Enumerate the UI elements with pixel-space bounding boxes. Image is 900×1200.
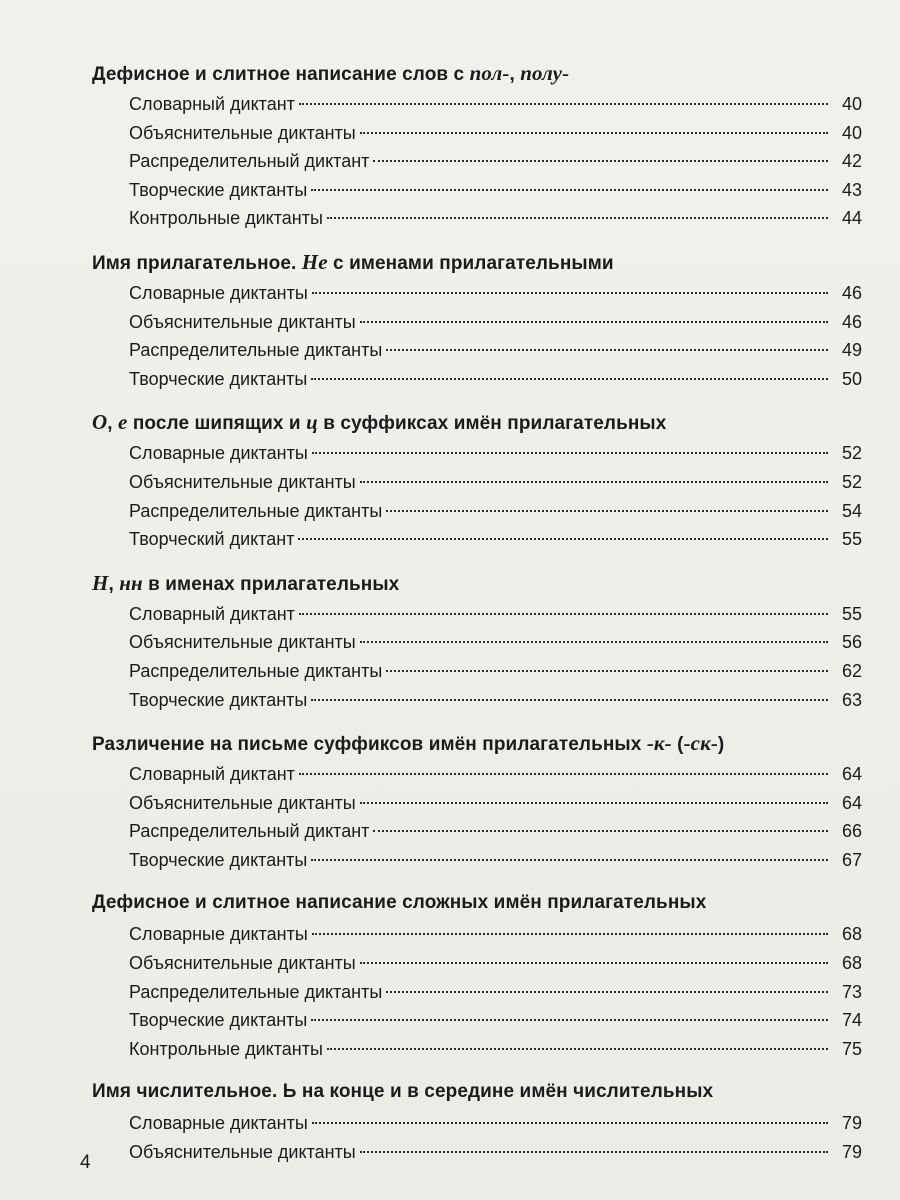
section-heading — [92, 566, 862, 600]
page-number: 4 — [80, 1152, 91, 1173]
dot-leader — [311, 378, 828, 380]
dot-leader — [373, 160, 828, 162]
heading-text-part: ) — [717, 734, 725, 756]
entry-page-number: 73 — [841, 981, 862, 1002]
entry-page-number: 52 — [841, 471, 862, 492]
dot-leader — [299, 773, 828, 775]
toc-section — [92, 566, 862, 714]
entry-title: Словарный диктант — [129, 94, 295, 114]
entry-page-number: 66 — [841, 821, 862, 842]
toc-entry — [92, 308, 862, 337]
dot-leader — [312, 1122, 828, 1124]
heading-text-part: после шипящих и — [127, 413, 307, 435]
toc-entry — [92, 1138, 862, 1167]
dot-leader — [360, 641, 828, 643]
toc-entry — [92, 817, 862, 846]
toc-entry — [92, 119, 862, 148]
heading-text-part: , — [509, 64, 521, 85]
entry-page-number: 49 — [841, 340, 862, 361]
entry-page-number: 74 — [841, 1010, 862, 1031]
entry-page-number: 46 — [841, 311, 862, 332]
entry-title: Словарные диктанты — [129, 924, 308, 945]
heading-text-part: О — [92, 410, 108, 435]
entry-page-number: 62 — [841, 660, 862, 681]
dot-leader — [299, 103, 828, 105]
entry-title: Объяснительные диктанты — [129, 953, 356, 974]
dot-leader — [386, 670, 828, 672]
section-spacer — [92, 874, 862, 886]
section-spacer — [92, 1063, 862, 1075]
entry-page-number: 79 — [841, 1142, 862, 1163]
entry-page-number: 46 — [841, 282, 862, 303]
entry-title: Распределительные диктанты — [129, 500, 383, 521]
toc-entry — [92, 760, 862, 789]
toc-entry — [92, 204, 862, 233]
entry-page-number: 79 — [841, 1113, 862, 1134]
dot-leader — [312, 452, 828, 454]
dot-leader — [386, 510, 828, 512]
entry-title: Словарный диктант — [129, 603, 295, 624]
heading-text-part: ( — [671, 734, 684, 756]
toc-entry — [92, 920, 862, 949]
section-heading — [92, 1075, 862, 1109]
entry-title: Распределительные диктанты — [129, 340, 383, 361]
heading-text-part: в суффиксах имён прилагательных — [317, 413, 667, 435]
toc-entry — [92, 147, 862, 176]
entry-title: Распределительные диктанты — [129, 981, 383, 1002]
entry-title: Объяснительные диктанты — [129, 1142, 356, 1163]
entry-page-number: 42 — [841, 151, 862, 172]
table-of-contents — [92, 56, 862, 1167]
dot-leader — [360, 802, 828, 804]
dot-leader — [386, 991, 828, 993]
entry-title: Творческие диктанты — [129, 179, 308, 200]
toc-entry — [92, 978, 862, 1007]
entry-page-number: 54 — [841, 500, 862, 521]
toc-section — [92, 726, 862, 874]
toc-entry — [92, 600, 862, 629]
entry-page-number: 68 — [841, 953, 862, 974]
heading-text-part: Различение на письме суффиксов имён прилагательных — [92, 734, 647, 756]
entry-title: Творческие диктанты — [129, 689, 308, 710]
entry-page-number: 52 — [841, 443, 862, 464]
entry-page-number: 68 — [841, 924, 862, 945]
heading-text-part: Дефисное и слитное написание слов с — [92, 64, 470, 85]
toc-entry — [92, 657, 862, 686]
entry-title: Распределительный диктант — [129, 821, 370, 842]
toc-entry — [92, 846, 862, 875]
dot-leader — [373, 830, 828, 832]
dot-leader — [312, 292, 828, 294]
heading-text-part: е — [118, 410, 128, 435]
dot-leader — [311, 859, 828, 861]
section-heading — [92, 56, 862, 90]
entry-page-number: 55 — [841, 603, 862, 624]
section-spacer — [92, 554, 862, 566]
heading-text-part: Не — [301, 249, 328, 274]
heading-text-part: в именах прилагательных — [142, 573, 400, 595]
entry-page-number: 40 — [841, 122, 862, 143]
heading-text-part: Имя прилагательное. — [92, 252, 302, 274]
heading-text-part: , — [108, 573, 120, 595]
entry-page-number: 64 — [841, 764, 862, 785]
toc-entry — [92, 1006, 862, 1035]
toc-entry — [92, 497, 862, 526]
dot-leader — [311, 699, 828, 701]
dot-leader — [312, 933, 828, 935]
entry-page-number: 63 — [841, 689, 862, 710]
entry-title: Объяснительные диктанты — [129, 122, 356, 143]
entry-title: Объяснительные диктанты — [129, 792, 356, 813]
dot-leader — [298, 538, 828, 540]
heading-text-part: Дефисное и слитное написание сложных имён прилагательных — [92, 892, 707, 914]
dot-leader — [311, 1019, 828, 1021]
toc-entry — [92, 628, 862, 657]
dot-leader — [360, 321, 828, 323]
toc-entry — [92, 949, 862, 978]
section-heading — [92, 886, 862, 920]
section-heading — [92, 245, 862, 279]
toc-entry — [92, 1109, 862, 1138]
heading-text-part: , — [107, 413, 119, 435]
section-spacer — [92, 714, 862, 726]
entry-page-number: 56 — [841, 632, 862, 653]
dot-leader — [360, 1151, 828, 1153]
entry-title: Распределительный диктант — [129, 151, 370, 172]
entry-title: Словарные диктанты — [129, 443, 308, 464]
dot-leader — [360, 962, 828, 964]
entry-title: Словарные диктанты — [129, 282, 308, 303]
toc-entry — [92, 336, 862, 365]
toc-section — [92, 1075, 862, 1166]
toc-section — [92, 56, 862, 233]
heading-text-part: нн — [119, 570, 143, 595]
entry-page-number: 64 — [841, 792, 862, 813]
toc-entry — [92, 1035, 862, 1064]
entry-title: Объяснительные диктанты — [129, 632, 356, 653]
entry-title: Контрольные диктанты — [129, 1038, 323, 1059]
heading-text-part: -ск- — [683, 731, 718, 756]
entry-page-number: 55 — [841, 529, 862, 550]
dot-leader — [311, 189, 828, 191]
toc-entry — [92, 439, 862, 468]
heading-text-part: Н — [92, 570, 109, 595]
dot-leader — [327, 217, 828, 219]
toc-entry — [92, 365, 862, 394]
toc-entry — [92, 468, 862, 497]
entry-title: Контрольные диктанты — [129, 208, 323, 229]
heading-text-part: ц — [306, 410, 318, 435]
section-spacer — [92, 233, 862, 245]
toc-entry — [92, 686, 862, 715]
entry-title: Творческие диктанты — [129, 368, 308, 389]
dot-leader — [360, 481, 828, 483]
entry-title: Объяснительные диктанты — [129, 471, 356, 492]
dot-leader — [386, 349, 828, 351]
entry-title: Творческие диктанты — [129, 849, 308, 870]
toc-entry — [92, 789, 862, 818]
entry-page-number: 44 — [841, 208, 862, 229]
section-heading — [92, 726, 862, 760]
entry-title: Объяснительные диктанты — [129, 311, 356, 332]
entry-title: Творческие диктанты — [129, 1010, 308, 1031]
entry-page-number: 67 — [841, 849, 862, 870]
section-heading — [92, 405, 862, 439]
toc-entry — [92, 525, 862, 554]
entry-page-number: 75 — [841, 1038, 862, 1059]
toc-entry — [92, 176, 862, 205]
entry-page-number: 50 — [841, 368, 862, 389]
entry-title: Распределительные диктанты — [129, 660, 383, 681]
dot-leader — [360, 132, 828, 134]
entry-page-number: 43 — [841, 179, 862, 200]
entry-page-number: 40 — [841, 94, 862, 114]
dot-leader — [327, 1048, 828, 1050]
entry-title: Словарный диктант — [129, 764, 295, 785]
toc-entry — [92, 279, 862, 308]
toc-section — [92, 245, 862, 393]
toc-section — [92, 405, 862, 553]
section-spacer — [92, 393, 862, 405]
entry-title: Творческий диктант — [129, 529, 295, 550]
heading-text-part: -к- — [646, 731, 672, 756]
heading-text-part: с именами прилагательными — [327, 252, 614, 274]
heading-text-part: пол- — [469, 61, 510, 85]
toc-section — [92, 886, 862, 1063]
heading-text-part: полу- — [520, 61, 570, 85]
entry-title: Словарные диктанты — [129, 1113, 308, 1134]
dot-leader — [299, 613, 828, 615]
heading-text-part: Имя числительное. Ь на конце и в середине имён числительных — [92, 1081, 714, 1103]
toc-entry — [92, 90, 862, 119]
